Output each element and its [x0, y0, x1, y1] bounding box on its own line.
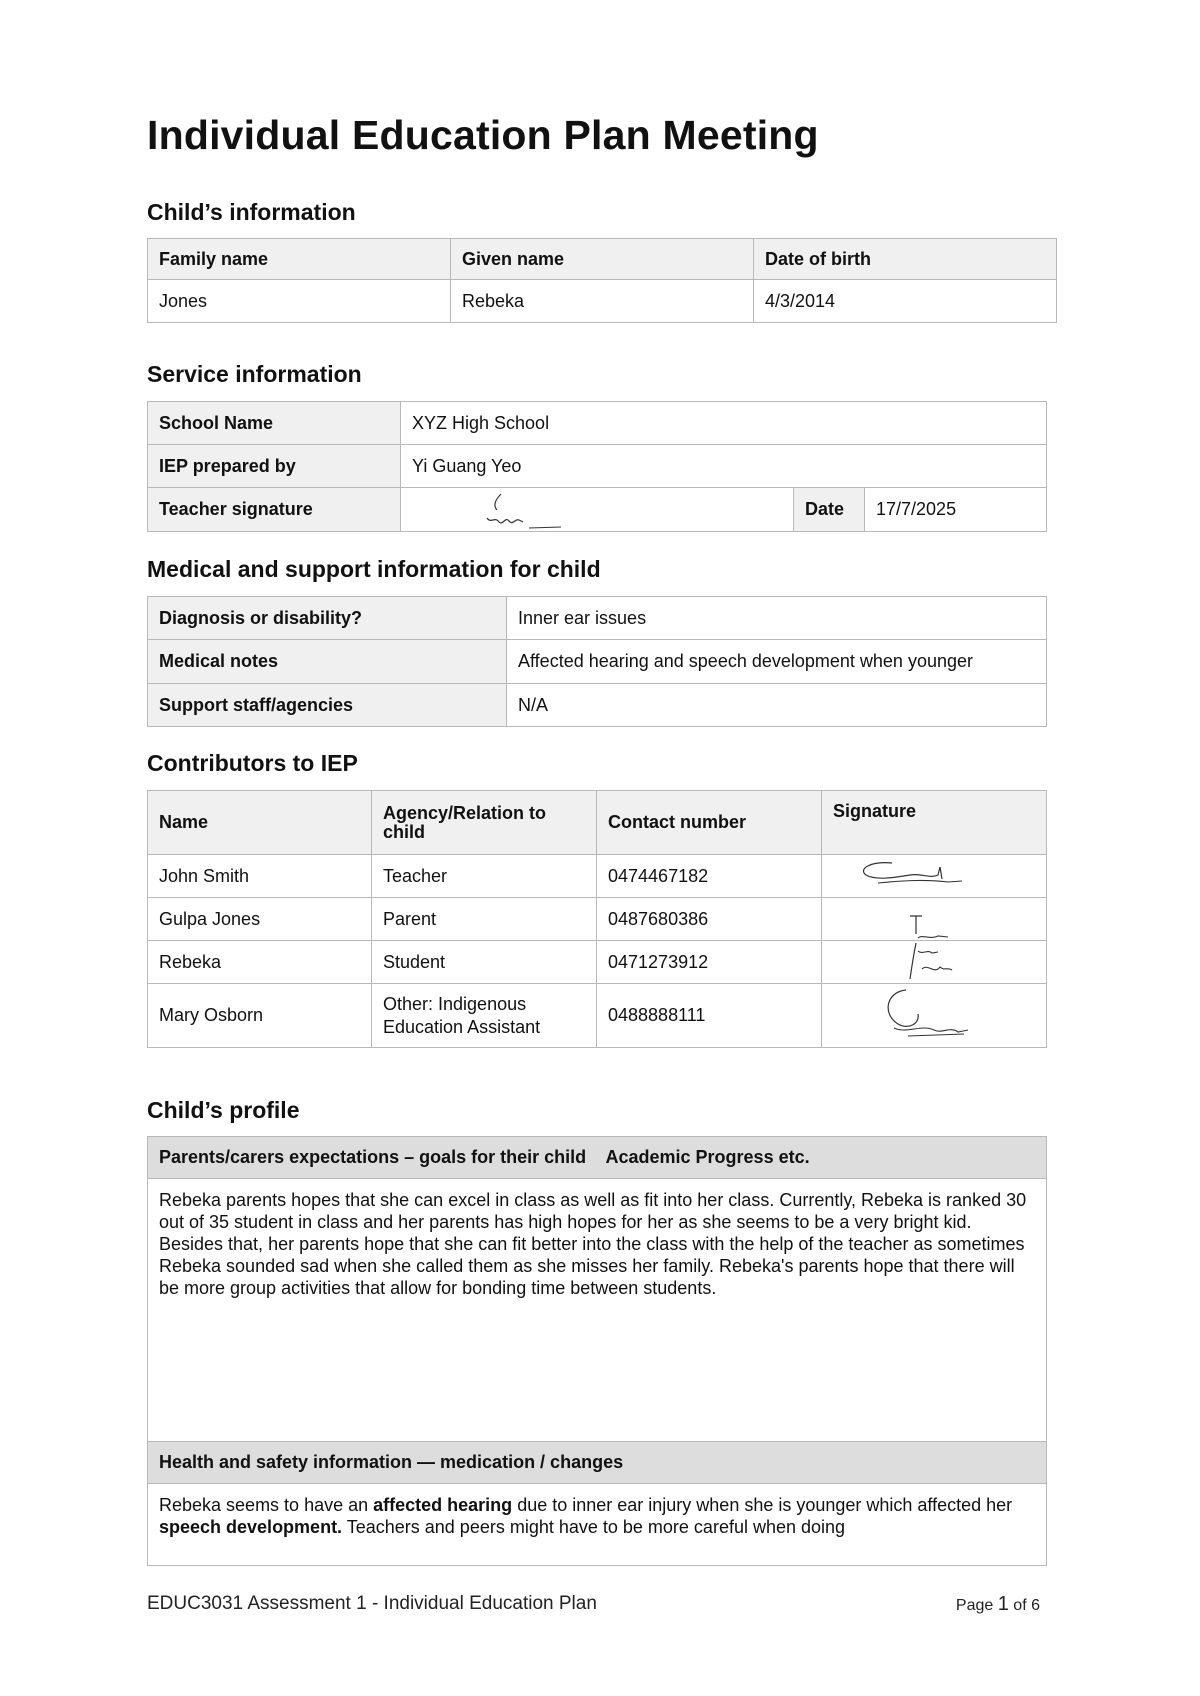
contrib-contact: 0471273912: [597, 941, 822, 984]
document-title: Individual Education Plan Meeting: [147, 112, 819, 158]
profile-table: [147, 1136, 1047, 1566]
table-row: [148, 855, 1047, 898]
profile-heading: Child’s profile: [147, 1097, 300, 1123]
family-name-header: Family name: [148, 239, 451, 280]
health-emphasis: affected hearing: [373, 1495, 513, 1515]
contrib-relation: Parent: [372, 898, 597, 941]
page-word: Page: [955, 1597, 998, 1614]
page-total: of 6: [1008, 1597, 1040, 1614]
signature-image: [822, 855, 1047, 898]
page-number: [956, 1593, 1040, 1616]
contrib-name: John Smith: [148, 855, 372, 898]
contributors-heading: Contributors to IEP: [147, 750, 358, 776]
contrib-signature: [822, 898, 1047, 941]
contrib-contact-header: Contact number: [597, 791, 822, 855]
child-info-table: [147, 238, 1057, 323]
support-staff-value: N/A: [507, 684, 1047, 727]
health-text-part: Teachers and peers might have to be more careful when doing: [342, 1517, 846, 1537]
medical-table: [147, 596, 1047, 727]
dob-value: 4/3/2014: [754, 280, 1057, 323]
service-info-table: [147, 401, 1047, 532]
prepared-by-value: Yi Guang Yeo: [401, 445, 1047, 488]
contrib-name: Gulpa Jones: [148, 898, 372, 941]
service-info-heading: Service information: [147, 361, 362, 387]
contrib-name: Mary Osborn: [148, 984, 372, 1048]
contrib-signature: [822, 855, 1047, 898]
page-footer: [147, 1593, 1040, 1615]
date-label: Date: [794, 488, 865, 532]
child-info-heading: Child’s information: [147, 199, 356, 225]
school-name-label: School Name: [148, 402, 401, 445]
teacher-signature-image: [401, 488, 791, 532]
signature-image: [822, 984, 1047, 1048]
contrib-contact: 0487680386: [597, 898, 822, 941]
health-text-part: due to inner ear injury when she is younger which affected her: [512, 1495, 1013, 1515]
given-name-header: Given name: [451, 239, 754, 280]
support-staff-label: Support staff/agencies: [148, 684, 507, 727]
prepared-by-label: IEP prepared by: [148, 445, 401, 488]
given-name-value: Rebeka: [451, 280, 754, 323]
expectations-text: Rebeka parents hopes that she can excel in class as well as fit into her class. Currently, Rebeka is ranked 30 out of 35 student in class and her parents has high hopes for her as she seems to be a very bright kid. Besides that, her parents hope that she can fit better into the class with the help of the teacher as sometimes Rebeka sounded sad when she called them as she misses her family. Rebeka's parents hope that there will be more group activities that allow for bonding time between students.: [148, 1179, 1047, 1442]
contrib-signature: [822, 984, 1047, 1048]
contrib-relation-header: Agency/Relation to child: [372, 791, 597, 855]
school-name-value: XYZ High School: [401, 402, 1047, 445]
diagnosis-label: Diagnosis or disability?: [148, 597, 507, 640]
table-row: [148, 941, 1047, 984]
contributors-table: [147, 790, 1047, 1048]
footer-title: EDUC3031 Assessment 1 - Individual Education Plan: [147, 1593, 597, 1614]
contrib-name-header: Name: [148, 791, 372, 855]
contrib-contact: 0474467182: [597, 855, 822, 898]
contrib-relation: Other: Indigenous Education Assistant: [372, 984, 597, 1048]
health-text: [148, 1484, 1047, 1566]
medical-notes-label: Medical notes: [148, 640, 507, 684]
table-row: [148, 898, 1047, 941]
contrib-signature: [822, 941, 1047, 984]
contrib-relation: Student: [372, 941, 597, 984]
expectations-header: Parents/carers expectations – goals for their child Academic Progress etc.: [148, 1137, 1047, 1179]
teacher-signature: [401, 488, 794, 532]
medical-notes-value: Affected hearing and speech development when younger: [507, 640, 1047, 684]
contrib-relation: Teacher: [372, 855, 597, 898]
health-text-part: Rebeka seems to have an: [159, 1495, 374, 1515]
teacher-signature-label: Teacher signature: [148, 488, 401, 532]
page-current: 1: [997, 1593, 1009, 1615]
family-name-value: Jones: [148, 280, 451, 323]
diagnosis-value: Inner ear issues: [507, 597, 1047, 640]
signature-image: [822, 941, 1047, 984]
health-header: Health and safety information — medication / changes: [148, 1442, 1047, 1484]
dob-header: Date of birth: [754, 239, 1057, 280]
health-emphasis: speech development.: [159, 1517, 343, 1537]
date-value: 17/7/2025: [865, 488, 1047, 532]
contrib-signature-header: Signature: [822, 791, 1047, 855]
contrib-name: Rebeka: [148, 941, 372, 984]
signature-image: [822, 898, 1047, 941]
contrib-contact: 0488888111: [597, 984, 822, 1048]
table-row: [148, 984, 1047, 1048]
medical-heading: Medical and support information for child: [147, 556, 601, 582]
